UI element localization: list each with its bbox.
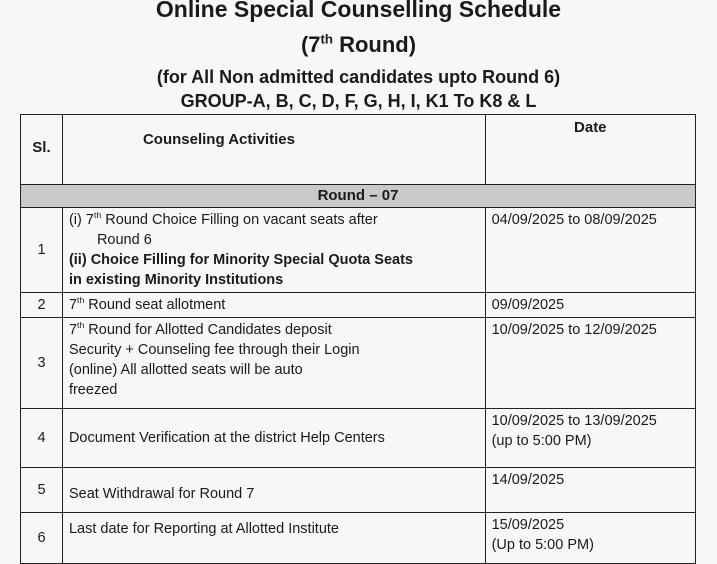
round-prefix: (7 [300,32,321,57]
round-sup: th [320,31,333,47]
row-date [485,208,695,293]
row-activity [62,318,485,409]
row-sl: 6 [21,513,63,564]
col-activities-header: Counseling Activities [62,115,485,185]
row-activity: Seat Withdrawal for Round 7 [62,468,485,513]
row-date [485,513,695,564]
col-date-header: Date [485,115,695,185]
table-header-row [21,115,696,185]
round-row [21,185,696,208]
activity-line: (ii) Choice Filling for Minority Special Quota Seats [68,252,413,268]
line-prefix: (i) 7 [68,212,94,228]
table-row [21,318,696,409]
line-sup: th [93,210,102,221]
activity-line: in existing Minority Institutions [68,272,284,288]
schedule-table [20,114,696,564]
date-text: 15/09/2025 [491,517,565,533]
line-suffix: Round seat allotment [84,297,226,313]
activity-line: Security + Counseling fee through their Login [68,342,360,358]
round-label: Round – 07 [21,185,696,208]
date-text: 10/09/2025 to 13/09/2025 [491,413,657,429]
table-row [21,293,696,318]
date-text: 04/09/2025 to 08/09/2025 [491,212,657,228]
line-suffix: Round for Allotted Candidates deposit [84,322,332,338]
activity-line [69,320,479,340]
activity-line: freezed [68,382,118,398]
col-sl-header: Sl. [21,115,63,185]
row-sl: 4 [21,409,63,468]
row-sl: 2 [21,293,63,318]
row-activity: Last date for Reporting at Allotted Institute [62,513,485,564]
table-row [21,208,696,293]
activity-line: (online) All allotted seats will be auto [68,362,303,378]
scope-note: (for All Non admitted candidates upto Round 6) [156,67,561,87]
row-date: 09/09/2025 [485,293,695,318]
row-activity [62,293,485,318]
activity-line [69,210,479,230]
table-row [21,468,696,513]
line-sup: th [77,295,85,306]
row-sl: 3 [21,318,63,409]
row-activity: Document Verification at the district Help Centers [62,409,485,468]
row-sl: 1 [21,208,63,293]
round-subtitle [0,31,717,59]
page-title: Online Special Counselling Schedule [155,0,562,22]
date-note: (up to 5:00 PM) [491,433,592,449]
date-note: (Up to 5:00 PM) [491,537,594,553]
row-date: 10/09/2025 to 12/09/2025 [485,318,695,409]
table-row [21,409,696,468]
row-date: 14/09/2025 [485,468,695,513]
line-suffix: Round Choice Filling on vacant seats after [101,212,378,228]
row-date [485,409,695,468]
group-list: GROUP-A, B, C, D, F, G, H, I, K1 To K8 & L [180,91,537,111]
line-prefix: 7 [68,297,78,313]
line-prefix: 7 [68,322,78,338]
activity-line: Round 6 [96,232,152,248]
table-row [21,513,696,564]
row-sl: 5 [21,468,63,513]
row-activity [62,208,485,293]
line-sup: th [77,320,85,331]
round-suffix: Round) [332,32,417,57]
